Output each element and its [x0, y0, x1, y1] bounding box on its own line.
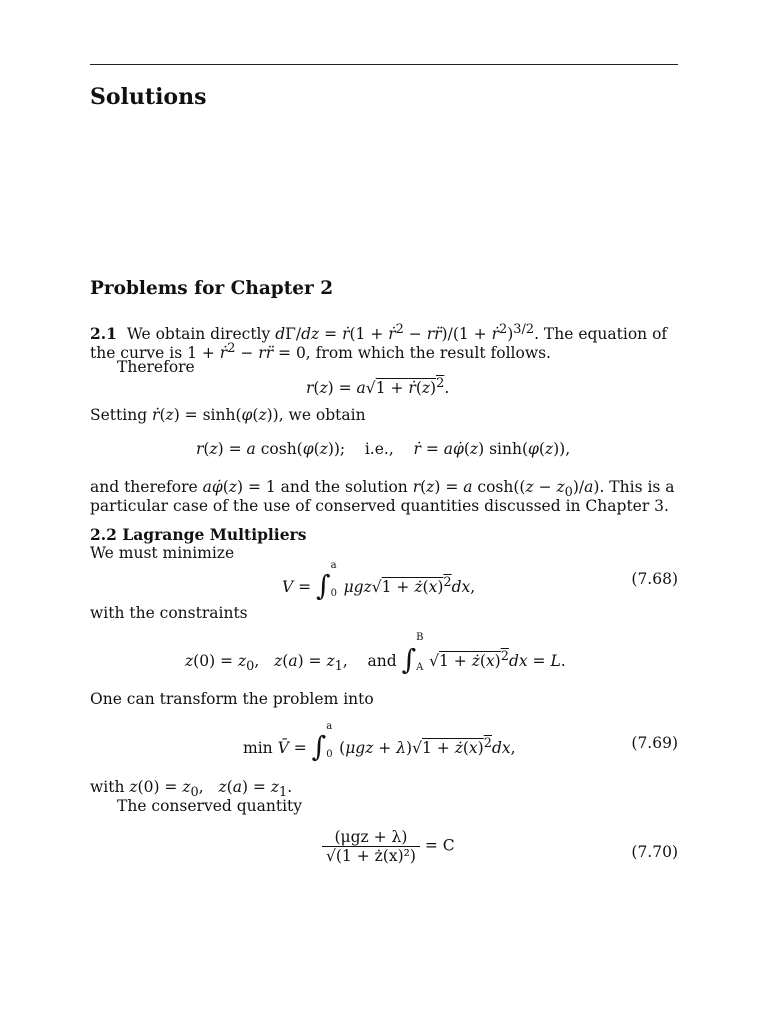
eq-cosh: r(z) = a cosh(φ(z)); i.e., ṙ = aφ̇(z) sinh(φ(z)),	[196, 440, 571, 458]
p21-line1: 2.1 We obtain directly dΓ/dz = ṙ(1 + ṙ$^2$ − rr̈)/(1 + ṙ$^2$)$^{3/2}$. The equation of	[90, 322, 668, 344]
p21-line4: Setting ṙ(z) = sinh(φ(z)), we obtain	[90, 406, 366, 424]
eq-7-70-denominator: √(1 + ż(x)²)	[326, 847, 416, 865]
eq-7-69: min V̄ = ∫ a 0 $(\mu gz + \lambda)√1 + ż(x)^2dx$,	[243, 721, 516, 763]
p21-line2: the curve is 1 + ṙ$^2$ − rr̈ = 0, from which the result follows.	[90, 341, 551, 363]
p22-line5: The conserved quantity	[117, 797, 303, 815]
section-heading: Problems for Chapter 2	[90, 278, 334, 299]
p21-line6: particular case of the use of conserved quantities discussed in Chapter 3.	[90, 497, 669, 515]
p22-line4: with $z(0) = z_0$, $z(a) = z_1$.	[90, 778, 293, 801]
p22-line1: We must minimize	[90, 544, 235, 562]
p22-heading: 2.2 Lagrange Multipliers	[90, 525, 307, 544]
top-rule	[90, 64, 678, 65]
eq-constraints: $z(0) = z_0$, $z(a) = z_1$, and ∫ B A $√1 + ż(x)^2dx = L$.	[185, 632, 566, 676]
p21-line3: Therefore	[117, 358, 195, 376]
eq-7-70-rhs: = C	[424, 836, 455, 855]
p22-line2: with the constraints	[90, 604, 248, 622]
page-title: Solutions	[90, 84, 207, 110]
tag-7-69: (7.69)	[631, 734, 678, 752]
eq-7-70-numerator: (μgz + λ)	[322, 828, 420, 847]
eq-7-70	[322, 828, 455, 865]
eq-r-of-z: $r(z) = a√1 + ṙ(z)^2$.	[306, 376, 450, 398]
eq-7-68: V = ∫ a 0 $\mu gz√1 + ż(x)^2dx$,	[282, 560, 476, 602]
tag-7-68: (7.68)	[631, 570, 678, 588]
p21-line5: and therefore aφ̇(z) = 1 and the solution r(z) = a $\cosh((z - z_0)/a)$. This is a	[90, 478, 675, 501]
p22-line3: One can transform the problem into	[90, 690, 374, 708]
tag-7-70: (7.70)	[631, 843, 678, 861]
